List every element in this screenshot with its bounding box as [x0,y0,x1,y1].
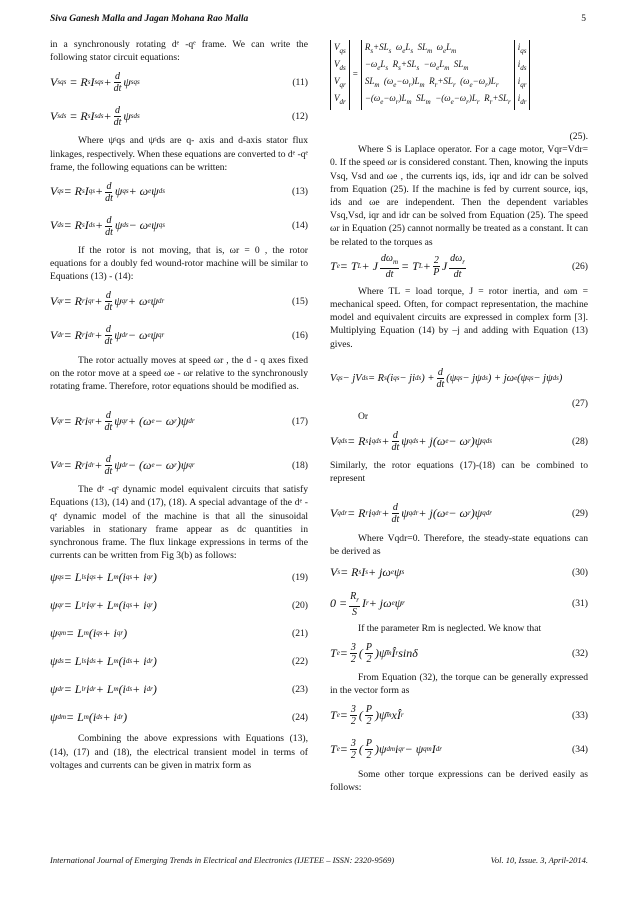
equation-23: ψ dr = L lr i dr + L m (i ds + i dr ) (23) [50,681,308,696]
right-column [330,38,588,796]
equation-14: V ds = R s I ds + $\frac{d}{dt}$ ψ ds − ω e ψ qs (14) [50,214,308,238]
equation-34: T e = $\frac{3}{2}$ ( $\frac{P}{2}$ )ψ dm i qr − ψ qm I dr (34) [330,738,588,762]
equation-18: V dr = R r i dr + $\frac{d}{dt}$ ψ dr − (ω e − ω r )ψ qr (18) [50,453,308,477]
or-label: Or [358,411,369,423]
current-vector: $i_{qs}$ $i_{ds}$ $i_{qr}$ $i_{dr}$ [514,40,530,110]
paragraph: Some other torque expressions can be derived easily as follows: [330,768,588,793]
equation-29: V qdr = R r i qdr + $\frac{d}{dt}$ ψ qdr + j(ω e − ω r )ψ qdr (29) [330,502,588,526]
equation-28: V qds = R s i qds + $\frac{d}{dt}$ ψ qds + j(ω e − ω r )ψ qds (28) [330,429,588,453]
impedance-matrix: $R_s+SL_s$ $\omega_eL_s$ $SL_m$ $\omega_eL_m$ $-\omega_eL_s$ $R_s+SL_s -\omega_eL_m$ $SL_m$ $SL_m$ $(\omega_e-\omega_r)L_m$ $R_r+SL_r$ $(\omega_e-\omega_r)L_r$ $-(\omega_e-\omega_r)L_m$ $SL_m -(\omega_e-\omega_r)L_r$ $R_r+SL_r$ [361,40,514,110]
page-footer [50,855,588,865]
paragraph: From Equation (32), the torque can be generally expressed in the vector form as [330,672,588,697]
equation-22: ψ ds = L ls i ds + L m (i ds + i dr ) (22) [50,653,308,668]
paragraph: Combining the above expressions with Equations (13), (14), (17) and (18), the electrical transient model in terms of voltages and currents can be given in matrix form as [50,733,308,771]
paragraph: Where ψˢqs and ψˢds are q- axis and d-axis stator flux linkages, respectively. When these equations are converted to dᵉ -qᵉ frame, the following equations can be written: [50,135,308,173]
left-column [50,38,308,774]
footer-volume: Vol. 10, Issue. 3, April-2014. [490,855,588,865]
footer-journal: International Journal of Emerging Trends in Electrical and Electronics (IJETEE – ISSN: 2320-9569) [50,855,395,865]
equation-19: ψ qs = L ls i qs + L m (i qs + i qr ) (19) [50,569,308,584]
equation-32: T e = $\frac{3}{2}$ ( $\frac{P}{2}$ )ψ̄ m Î r sinδ (32) [330,641,588,665]
equation-26: T e = T L + J $\frac{d\omega_m}{dt}$ = T L + $\frac{2}{P}$ J $\frac{d\omega_r}{dt}$ (26) [330,253,588,281]
paragraph: The rotor actually moves at speed ωr , the d - q axes fixed on the rotor move at a speed ωe - ωr relative to the synchronously rotating frame. Therefore, rotor equations should be modified as. [50,354,308,393]
paragraph: Where TL = load torque, J = rotor inertia, and ωm = mechanical speed. Often, for compact representation, the machine model and equivalent circuits are expressed in complex form [3]. Multiplying Equation (14) by –j and adding with Equation (13) gives. [330,285,588,350]
equation-17: V qr = R r i qr + $\frac{d}{dt}$ ψ qr + (ω e − ω r )ψ dr (17) [50,409,308,433]
paragraph: Similarly, the rotor equations (17)-(18) can be combined to represent [330,460,588,485]
equation-33: T e = $\frac{3}{2}$ ( $\frac{P}{2}$ )ψ̄ m xÎ r (33) [330,704,588,728]
equation-number: (27) [572,397,588,409]
equation-27: V qs − jV ds = R s (i qs − ji ds ) + $\frac{d}{dt}$ (ψ qs − jψ ds ) + jω e (ψ qs − jψ ds ) [330,367,563,391]
paragraph: Where Vqdr=0. Therefore, the steady-state equations can be derived as [330,532,588,557]
equation-24: ψ dm = L m (i ds + i dr ) (24) [50,709,308,724]
paragraph: If the rotor is not moving, that is, ωr = 0 , the rotor equations for a doubly fed wound-rotor machine will be similar to Equations (13) - (14): [50,245,308,283]
page-header [50,14,586,24]
equation-11: V s qs = R s I s qs + $\frac{d}{dt}$ ψ s qs (11) [50,70,308,94]
paragraph: Where S is Laplace operator. For a cage motor, Vqr=Vdr= 0. If the speed ωr is considered constant. Then, knowing the inputs Vsq, Vsd and ωe , the currents iqs, ids, iqr and idr can be solved from Equation (25). If the machine is fed by current source, iqs, ids and ωe are independent. Then the dependent variables Vsq,Vsd, iqr and idr can be solved from Equation (25). The speed ωr in Equation (25) cannot normally be treated as a constant. It can be related to the torques as [330,144,588,248]
paragraph: The dᵉ -qᵉ dynamic model equivalent circuits that satisfy Equations (13), (14) and (17), (18). A special advantage of the dᵉ -qᵉ dynamic model of the machine is that all the sinusoidal variables in stationary frame appear as dc quantities in synchronous frame. The flux linkage expressions in terms of the currents can be written from Fig 3(b) as follows: [50,484,308,562]
equation-30: V s = R s I s + jω e ψ s (30) [330,565,588,580]
paragraph: If the parameter Rm is neglected. We know that [358,623,542,635]
equation-25-matrix: $V_{qs}$ $V_{ds}$ $V_{qr}$ $V_{dr}$ = $R_s+SL_s$ $\omega_eL_s$ $SL_m$ $\omega_eL_m$ $-\omega_eL_s$ $R_s+SL_s -\omega_eL_m$ $SL_m$ $SL_m$ $(\omega_e-\omega_r)L_m$ $R_r+SL_r$ $(\omega_e-\omega_r)L_r$ $-(\omega_e-\omega_r)L_m$ $SL_m -(\omega_e-\omega_r)L_r$ $R_r+SL_r$ $i_{qs}$ $i_{ds}$ $i_{qr}$ $i_{dr}$ [330,40,588,132]
equation-21: ψ qm = L m (i qs + i qr ) (21) [50,625,308,640]
page-number: 5 [581,14,586,24]
equation-number: (25). [569,131,588,142]
equation-12: V s ds = R s I s ds + $\frac{d}{dt}$ ψ s ds (12) [50,104,308,128]
voltage-vector: $V_{qs}$ $V_{ds}$ $V_{qr}$ $V_{dr}$ [331,40,350,110]
equation-20: ψ qr = L lr i qr + L m (i qs + i qr ) (20) [50,597,308,612]
equation-13: V qs = R s I qs + $\frac{d}{dt}$ ψ qs + ω e ψ ds (13) [50,180,308,204]
equation-16: V dr = R r i dr + $\frac{d}{dt}$ ψ dr − ω e ψ qr (16) [50,324,308,348]
header-authors: Siva Ganesh Malla and Jagan Mohana Rao Malla [50,14,249,24]
equation-31: 0 = $\frac{R_r}{S}$ I r + jω e ψ r (31) [330,590,588,618]
paragraph: in a synchronously rotating dᵉ -qᵉ frame. We can write the following stator circuit equations: [50,39,308,64]
equation-15: V qr = R r i qr + $\frac{d}{dt}$ ψ qr + ω e ψ dr (15) [50,290,308,314]
